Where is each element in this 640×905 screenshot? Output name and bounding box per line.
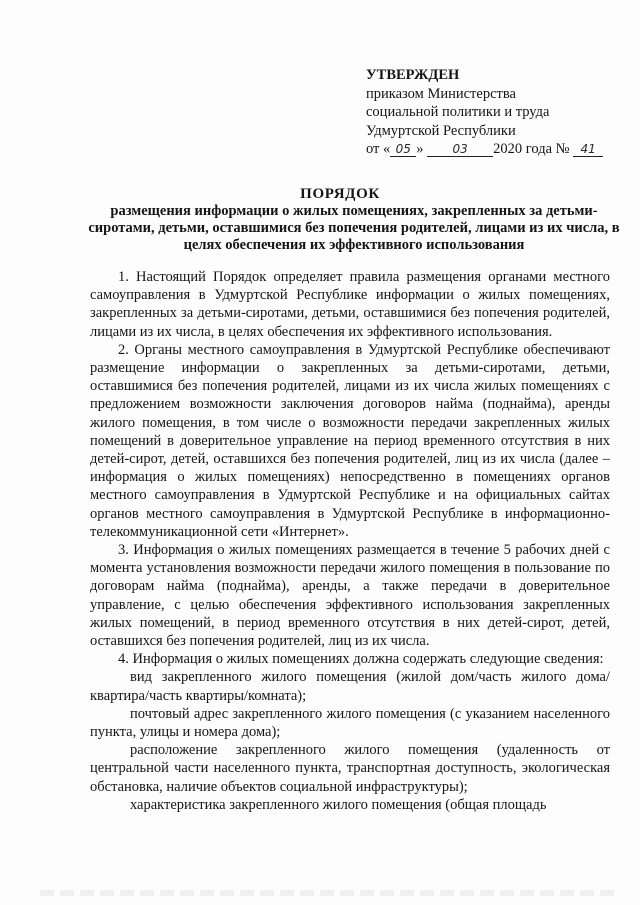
paragraph-4: 4. Информация о жилых помещениях должна содержать следующие сведения: <box>118 651 604 668</box>
list-item-location: расположение закрепленного жилого помещения (удаленность от центральной части населенного пункта, транспортная доступность, экологическая обстановка, наличие объектов социальной инфраструктуры); <box>90 742 610 795</box>
document-title: ПОРЯДОК <box>300 186 380 202</box>
date-day-handwritten: 05 <box>390 142 416 157</box>
date-year: 2020 года № <box>493 141 570 157</box>
approval-order-line: приказом Министерства <box>366 85 516 102</box>
paragraph-2: 2. Органы местного самоуправления в Удмуртской Республике обеспечивают размещение информации о закрепленных за детьми-сиротами, детьми, оставшимися без попечения родителей, лицами из их числа жилых помещениях с предложением возможности заключения договоров найма (поднайма), аренды жилого помещения, в том числе о возможности передачи закрепленных жилых помещений в доверительное управление на период временного отсутствия в них детей-сирот, детей, оставшихся без попечения родителей, лиц из их числа (далее – информация о жилых помещениях) непосредственно в помещениях органов местного самоуправления в Удмуртской Республике и на официальных сайтах органов местного самоуправления в Удмуртской Республике в информационно-телекоммуникационной сети «Интернет». <box>90 341 610 540</box>
date-month-handwritten: 03 <box>427 142 493 157</box>
document-subtitle: размещения информации о жилых помещениях, закрепленных за детьми-сиротами, детьми, оставшимися без попечения родителей, лицами из их числа, в целях обеспечения их эффективного использования <box>88 203 620 253</box>
paragraph-3: 3. Информация о жилых помещениях размещается в течение 5 рабочих дней с момента установления возможности передачи жилого помещения в пользование по договорам найма (поднайма), аренды, а также передачи в доверительное управление, с целью обеспечения эффективного использования закрепленных жилых помещений, в период временного отсутствия в них детей-сирот, детей, оставшихся без попечения родителей, лиц из их числа. <box>90 542 610 650</box>
approval-republic-line: Удмуртской Республики <box>366 122 516 139</box>
date-separator: » <box>416 141 424 157</box>
list-item-type: вид закрепленного жилого помещения (жилой дом/часть жилого дома/ квартира/часть квартиры/комната); <box>90 669 610 704</box>
list-item-address: почтовый адрес закрепленного жилого помещения (с указанием населенного пункта, улицы и номера дома); <box>90 705 610 741</box>
approval-date-line <box>366 140 626 159</box>
document-body <box>90 268 610 814</box>
approval-ministry-line: социальной политики и труда <box>366 104 550 120</box>
scan-bleed-through <box>40 890 620 896</box>
approval-block <box>366 66 626 159</box>
paragraph-1: 1. Настоящий Порядок определяет правила размещения органами местного самоуправления в Удмуртской Республике информации о жилых помещениях, закрепленных за детьми-сиротами, детьми, оставшимися без попечения родителей, лицами из их числа, в целях обеспечения их эффективного использования. <box>90 269 610 340</box>
order-number-handwritten: 41 <box>573 142 603 157</box>
list-item-characteristics: характеристика закрепленного жилого помещения (общая площадь <box>130 796 547 813</box>
date-prefix: от « <box>366 141 391 157</box>
approval-title: УТВЕРЖДЕН <box>366 67 460 83</box>
